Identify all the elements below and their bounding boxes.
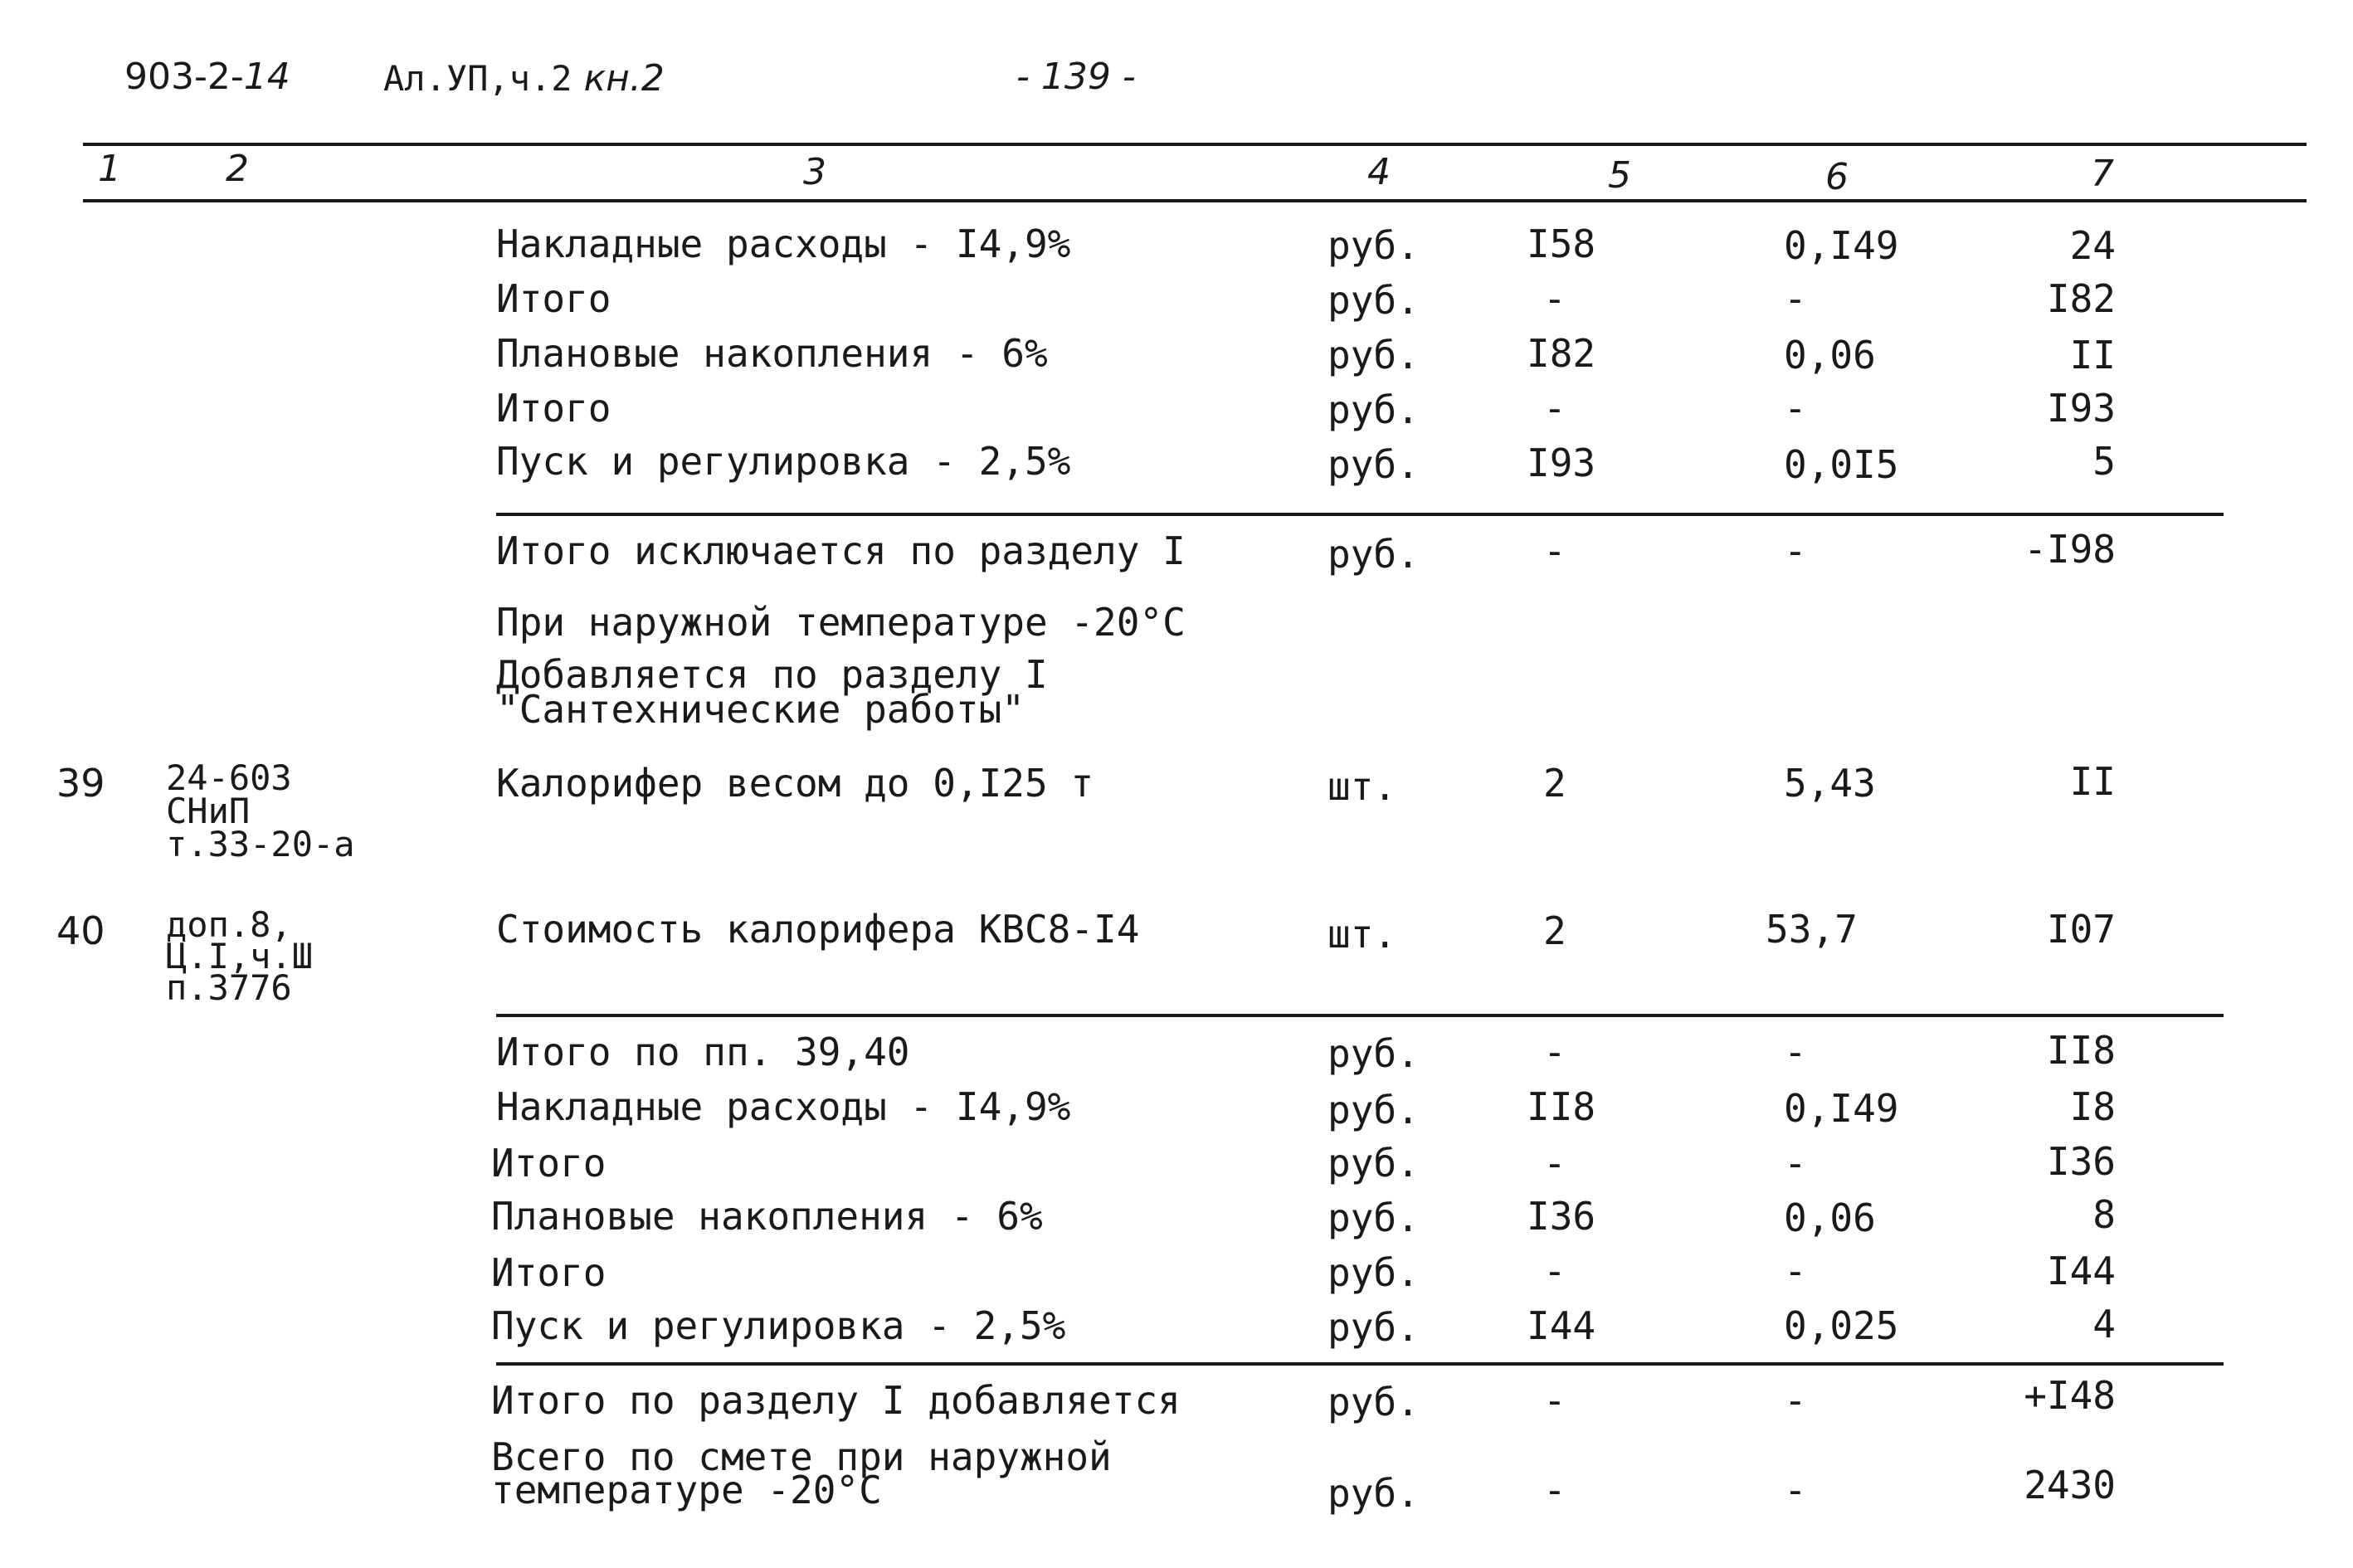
row-unit: руб.	[1328, 223, 1420, 268]
row-base-value: I36	[1527, 1194, 1596, 1239]
row-unit: руб.	[1328, 1195, 1420, 1240]
subtotal-rule	[496, 513, 2224, 516]
column-header-2: 2	[226, 148, 249, 190]
row-number: 40	[56, 908, 105, 953]
row-description: Стоимость калорифера КВС8-I4	[496, 907, 1140, 952]
row-amount: I36	[2046, 1139, 2116, 1184]
row-amount: +I48	[2024, 1373, 2116, 1418]
row-description: Итого	[491, 1141, 607, 1186]
row-unit: шт.	[1328, 912, 1397, 957]
row-unit: руб.	[1328, 1141, 1420, 1186]
row-rate: -	[1784, 276, 1807, 321]
row-description: Калорифер весом до 0,I25 т	[496, 761, 1094, 806]
row-description: Итого по разделу I добавляется	[491, 1378, 1181, 1423]
row-amount: 24	[2069, 223, 2116, 268]
row-base-value: I58	[1527, 222, 1596, 266]
row-amount: I8	[2069, 1084, 2116, 1129]
row-description: Плановые накопления - 6%	[496, 331, 1048, 376]
row-rate: -	[1784, 1030, 1807, 1074]
row-base-value: -	[1543, 528, 1566, 573]
column-header-6: 6	[1825, 156, 1849, 198]
row-base-value: I93	[1527, 441, 1596, 485]
row-rate: 0,06	[1784, 333, 1876, 377]
row-base-value: -	[1543, 1030, 1566, 1074]
document-code: 903-2-14	[124, 56, 290, 98]
row-amount: II	[2069, 759, 2116, 804]
section-note: Добавляется по разделу I "Сантехнические работы"	[496, 652, 1048, 732]
row-rate: 5,43	[1784, 761, 1876, 806]
row-unit: руб.	[1328, 278, 1420, 323]
row-amount: I93	[2046, 386, 2116, 431]
grand-total-description: Всего по смете при наружной температуре -20°С	[491, 1434, 1112, 1512]
row-description: Накладные расходы - I4,9%	[496, 222, 1071, 266]
subtotal-rule	[496, 1014, 2224, 1017]
row-number: 39	[56, 761, 105, 806]
row-rate: -	[1784, 1141, 1807, 1186]
row-base-value: -	[1543, 1468, 1566, 1512]
row-base-value: -	[1543, 386, 1566, 431]
row-base-value: -	[1543, 1249, 1566, 1293]
album-reference: Ал.УП,ч.2 кн.2	[383, 57, 665, 100]
row-rate: -	[1784, 386, 1807, 431]
column-header-4: 4	[1367, 151, 1391, 193]
row-description: Плановые накопления - 6%	[491, 1194, 1043, 1239]
row-base-value: -	[1543, 276, 1566, 321]
row-base-value: 2	[1543, 908, 1566, 953]
row-base-value: 2	[1543, 761, 1566, 806]
column-header-5: 5	[1608, 154, 1631, 197]
row-unit: руб.	[1328, 1305, 1420, 1350]
row-amount: I82	[2046, 276, 2116, 321]
row-rate: -	[1784, 1468, 1807, 1512]
row-description: Пуск и регулировка - 2,5%	[491, 1303, 1066, 1348]
row-description: Итого	[496, 276, 611, 321]
row-amount: I07	[2046, 907, 2116, 952]
row-unit: руб.	[1328, 387, 1420, 432]
row-rate: 0,I49	[1784, 1086, 1899, 1131]
row-base-value: -	[1543, 1378, 1566, 1423]
column-header-1: 1	[98, 148, 121, 190]
row-amount: II	[2069, 333, 2116, 377]
row-unit: руб.	[1328, 1031, 1420, 1076]
row-rate: 0,025	[1784, 1303, 1899, 1348]
row-description: Пуск и регулировка - 2,5%	[496, 439, 1071, 484]
row-description: Итого по пп. 39,40	[496, 1030, 910, 1074]
row-rate: 53,7	[1766, 907, 1858, 952]
row-amount: 8	[2092, 1192, 2116, 1237]
row-rate: 0,06	[1784, 1195, 1876, 1240]
row-rate: -	[1784, 1249, 1807, 1293]
row-reference: доп.8, Ц.I,ч.Ш п.3776	[166, 904, 314, 1008]
row-unit: руб.	[1328, 532, 1420, 577]
row-base-value: -	[1543, 1141, 1566, 1186]
row-reference: 24-603 СНиП т.33-20-а	[166, 757, 355, 864]
row-amount: 5	[2092, 439, 2116, 484]
page-number: - 139 -	[1016, 56, 1136, 98]
row-rate: -	[1784, 528, 1807, 573]
row-description: Итого исключается по разделу I	[496, 528, 1186, 573]
row-base-value: I44	[1527, 1303, 1596, 1348]
grand-total-amount: 2430	[2024, 1463, 2116, 1507]
row-rate: 0,I49	[1784, 223, 1899, 268]
row-rate: -	[1784, 1378, 1807, 1423]
header-top-rule	[83, 143, 2307, 146]
row-unit: руб.	[1328, 1471, 1420, 1516]
row-unit: руб.	[1328, 442, 1420, 487]
total-rule	[496, 1362, 2224, 1366]
row-unit: шт.	[1328, 764, 1397, 809]
row-amount: -I98	[2024, 527, 2116, 572]
header-bottom-rule	[83, 199, 2307, 202]
row-unit: руб.	[1328, 1088, 1420, 1132]
row-description: Итого	[491, 1250, 607, 1295]
row-unit: руб.	[1328, 1380, 1420, 1424]
row-description: Итого	[496, 386, 611, 431]
row-amount: 4	[2092, 1302, 2116, 1346]
column-header-3: 3	[803, 151, 826, 193]
row-unit: руб.	[1328, 333, 1420, 377]
row-amount: I44	[2046, 1249, 2116, 1293]
row-description: Накладные расходы - I4,9%	[496, 1084, 1071, 1129]
section-note: При наружной температуре -20°С	[496, 600, 1186, 645]
row-unit: руб.	[1328, 1250, 1420, 1295]
row-base-value: I82	[1527, 331, 1596, 376]
row-amount: II8	[2046, 1028, 2116, 1073]
row-base-value: II8	[1527, 1084, 1596, 1129]
row-rate: 0,0I5	[1784, 442, 1899, 487]
column-header-7: 7	[2091, 153, 2114, 195]
